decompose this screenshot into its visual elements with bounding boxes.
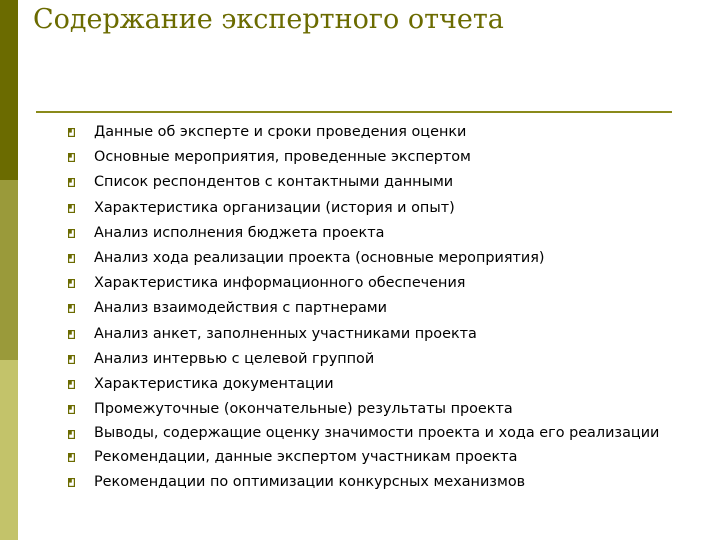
list-item-text: Промежуточные (окончательные) результаты проекта <box>94 401 513 418</box>
list-item-text: Данные об эксперте и сроки проведения оценки <box>94 124 467 140</box>
square-p-bullet-icon <box>68 229 75 238</box>
square-p-bullet-icon <box>68 478 75 487</box>
list-item-text: Характеристика документации <box>94 375 334 392</box>
list-item-text: Анализ анкет, заполненных участниками проекта <box>94 325 477 342</box>
title-divider <box>36 111 672 113</box>
list-item-text: Анализ исполнения бюджета проекта <box>94 224 385 241</box>
list-item-text: Список респондентов с контактными данными <box>94 174 454 191</box>
list-item <box>68 401 664 418</box>
list-item <box>68 250 664 267</box>
list-item <box>68 426 664 440</box>
square-p-bullet-icon <box>68 204 75 213</box>
list-item <box>68 351 664 368</box>
square-p-bullet-icon <box>68 153 75 162</box>
list-item-text: Рекомендации, данные экспертом участникам проекта <box>94 449 518 466</box>
list-item <box>68 149 664 166</box>
square-p-bullet-icon <box>68 178 75 187</box>
list-item-text: Характеристика информационного обеспечения <box>94 275 466 292</box>
decor-bar-bottom <box>0 360 18 540</box>
list-item-text: Анализ хода реализации проекта (основные мероприятия) <box>94 249 545 266</box>
content-list <box>68 124 664 500</box>
list-item <box>68 174 664 191</box>
square-p-bullet-icon <box>68 330 75 339</box>
square-p-bullet-icon <box>68 380 75 389</box>
list-item <box>68 474 664 491</box>
decor-bar-middle <box>0 180 18 360</box>
square-p-bullet-icon <box>68 355 75 364</box>
list-item-text: Анализ взаимодействия с партнерами <box>94 300 387 317</box>
list-item <box>68 124 664 141</box>
list-item <box>68 376 664 393</box>
list-item-text: Рекомендации по оптимизации конкурсных механизмов <box>94 474 526 491</box>
list-item <box>68 300 664 317</box>
square-p-bullet-icon <box>68 430 75 439</box>
slide-title: Содержание экспертного отчета <box>33 4 504 35</box>
list-item-text: Основные мероприятия, проведенные экспертом <box>94 149 471 166</box>
list-item <box>68 225 664 242</box>
square-p-bullet-icon <box>68 254 75 263</box>
list-item <box>68 275 664 292</box>
square-p-bullet-icon <box>68 279 75 288</box>
left-decor-bar <box>0 0 18 540</box>
square-p-bullet-icon <box>68 453 75 462</box>
list-item-text: Анализ интервью с целевой группой <box>94 350 375 367</box>
square-p-bullet-icon <box>68 304 75 313</box>
list-item-text: Характеристика организации (история и опыт) <box>94 199 455 216</box>
decor-bar-top <box>0 0 18 180</box>
list-item <box>68 200 664 217</box>
square-p-bullet-icon <box>68 128 75 137</box>
list-item-text: Выводы, содержащие оценку значимости проекта и хода его реализации <box>94 425 660 442</box>
list-item <box>68 326 664 343</box>
list-item <box>68 449 664 466</box>
square-p-bullet-icon <box>68 405 75 414</box>
